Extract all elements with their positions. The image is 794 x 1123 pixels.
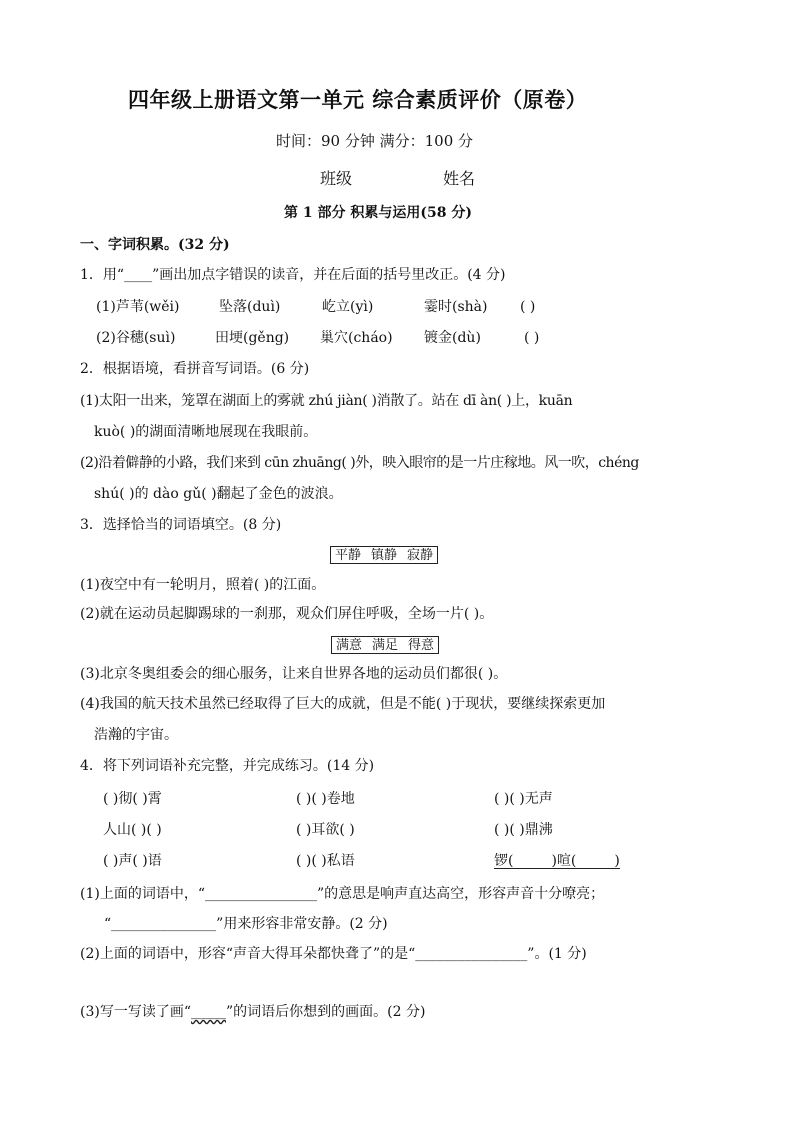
idiom-fill: ( )( )无声 (494, 791, 553, 807)
idiom-fill: ( )( )鼎沸 (494, 822, 553, 838)
pinyin-item: 田埂(gěng) (215, 330, 290, 346)
question-2-line: (1)太阳一出来，笼罩在湖面上的雾就 zhú jiàn( )消散了。站在 dī àn( )上，kuān (80, 393, 573, 409)
idiom-fill-underlined (494, 854, 620, 869)
question-3-sentence: (1)夜空中有一轮明月，照着( )的江面。 (80, 577, 326, 593)
question-3-sentence: (3)北京冬奥组委会的细心服务，让来自世界各地的运动员们都很( )。 (80, 666, 508, 682)
word-choice-box-1 (330, 546, 438, 564)
question-4-part-1: (1)上面的词语中，“________________”的意思是响声直达高空，形容声音十分嘹亮； (80, 886, 605, 902)
idiom-fill: ( )声( )语 (103, 853, 162, 869)
answer-blank[interactable]: ( ) (520, 299, 536, 315)
question-4-part-3-pre: (3)写一写读了画“ (80, 1004, 191, 1020)
idiom-part-b: )喧( (551, 853, 577, 869)
page-title: 四年级上册语文第一单元 综合素质评价（原卷） (128, 87, 588, 112)
idiom-fill: ( )彻( )霄 (103, 791, 162, 807)
question-2-line: (2)沿着僻静的小路，我们来到 cūn zhuāng( )外，映入眼帘的是一片庄稼地。风一吹，chéng (80, 455, 639, 471)
question-4-part-2: (2)上面的词语中，形容“声音大得耳朵都快聋了”的是“________________”。(1 分) (80, 946, 587, 962)
question-2-line: shú( )的 dào gǔ( )翻起了金色的波浪。 (94, 486, 343, 502)
question-1-stem: 1．用“____”画出加点字错误的读音，并在后面的括号里改正。(4 分) (80, 267, 506, 283)
pinyin-item: 镀金(dù) (424, 330, 481, 346)
question-3-stem: 3．选择恰当的词语填空。(8 分) (80, 517, 282, 533)
word-option: 满足 (372, 638, 399, 653)
pinyin-item: (2)谷穗(suì) (96, 330, 176, 346)
question-4-stem: 4．将下列词语补充完整，并完成练习。(14 分) (80, 758, 375, 774)
section-heading: 一、字词积累。(32 分) (80, 237, 230, 253)
question-2-stem: 2．根据语境，看拼音写词语。(6 分) (80, 361, 310, 377)
time-score-info: 时间：90 分钟 满分：100 分 (276, 132, 474, 150)
pinyin-item: 屹立(yì) (322, 299, 374, 315)
word-option: 满意 (336, 638, 363, 653)
idiom-fill: 人山( )( ) (103, 822, 162, 838)
pinyin-item: (1)芦苇(wěi) (96, 299, 180, 315)
wavy-mark: _____ (191, 1004, 226, 1020)
question-2-line: kuò( )的湖面清晰地展现在我眼前。 (94, 424, 318, 440)
question-3-sentence: 浩瀚的宇宙。 (94, 727, 178, 743)
idiom-part (494, 854, 620, 869)
question-4-part-3 (80, 1005, 425, 1019)
question-3-sentence: (2)就在运动员起脚踢球的一刹那，观众们屏住呼吸，全场一片( )。 (80, 606, 494, 622)
idiom-fill: ( )( )私语 (296, 853, 355, 869)
idiom-fill: ( )( )卷地 (296, 791, 355, 807)
pinyin-item: 霎时(shà) (424, 299, 488, 315)
answer-blank[interactable]: ( ) (524, 330, 540, 346)
question-4-part-3-post: ”的词语后你想到的画面。(2 分) (226, 1004, 426, 1020)
pinyin-item: 巢穴(cháo) (320, 330, 393, 346)
word-option: 得意 (408, 638, 435, 653)
pinyin-item: 坠落(duì) (219, 299, 281, 315)
question-3-sentence: (4)我国的航天技术虽然已经取得了巨大的成就，但是不能( )于现状，要继续探索更加 (80, 696, 606, 712)
word-option: 寂静 (407, 548, 434, 563)
idiom-part-c: ) (614, 853, 620, 869)
question-4-part-1-cont: “_______________”用来形容非常安静。(2 分) (104, 916, 388, 932)
class-label: 班级 (320, 169, 353, 188)
word-option: 平静 (335, 548, 362, 563)
idiom-part-a: 锣( (494, 853, 514, 869)
word-choice-box-2 (331, 636, 439, 654)
part-title: 第 1 部分 积累与运用(58 分) (284, 205, 472, 221)
word-option: 镇静 (371, 548, 398, 563)
idiom-fill: ( )耳欲( ) (296, 822, 355, 838)
name-label: 姓名 (443, 169, 476, 188)
